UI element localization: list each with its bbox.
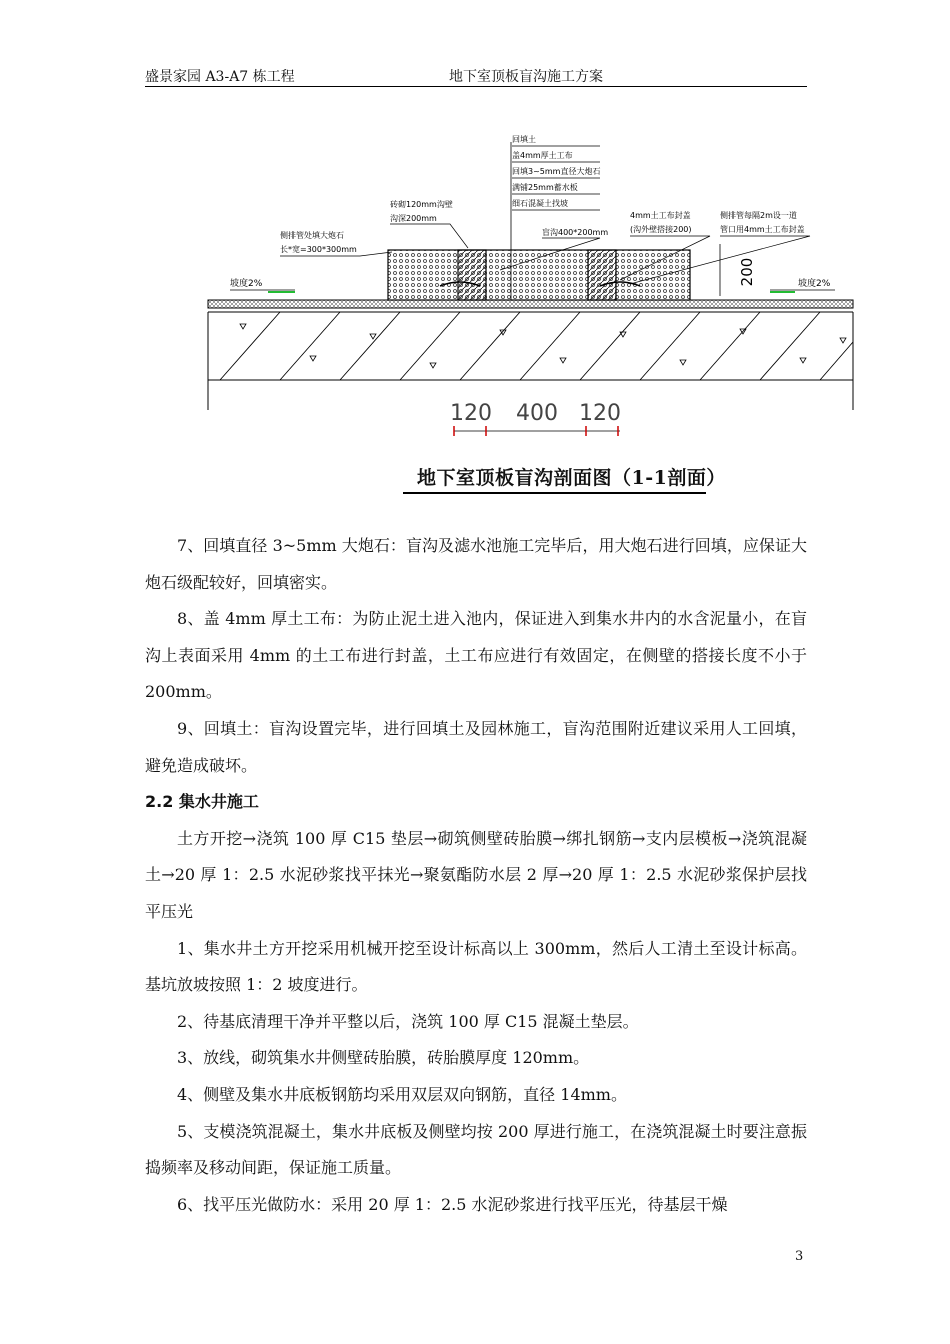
label-geo-overlap: (沟外壁搭接200) [630, 225, 692, 234]
drawing-svg [200, 120, 860, 505]
label-stone: 回填3~5mm直径大炮石 [512, 167, 601, 176]
document-body [145, 528, 807, 1223]
label-slope: 细石混凝土找坡 [512, 199, 568, 208]
label-backfill: 回填土 [512, 135, 536, 144]
label-side-pipe-fill: 侧排管处填大炮石 [280, 231, 344, 240]
section-heading: 2.2 集水井施工 [145, 792, 259, 812]
page-header [145, 66, 807, 87]
slope-right [770, 277, 835, 292]
slope-right-text: 坡度2% [798, 279, 831, 289]
label-brick-wall: 砖砌120mm沟壁 [390, 200, 453, 209]
slope-left-text: 坡度2% [230, 279, 263, 289]
step-4: 4、侧壁及集水井底板钢筋均采用双层双向钢筋，直径 14mm。 [177, 1084, 627, 1104]
step-2: 2、待基底清理干净并平整以后，浇筑 100 厚 C15 混凝土垫层。 [177, 1011, 639, 1031]
label-drain-board: 满铺25mm蓄水板 [512, 183, 578, 192]
dim-120-left: 120 [450, 401, 492, 426]
figure-caption: 地下室顶板盲沟剖面图（1-1剖面） [417, 467, 726, 489]
dim-400: 400 [516, 401, 558, 426]
process-flow: 土方开挖→浇筑 100 厚 C15 垫层→砌筑侧壁砖胎膜→绑扎钢筋→支内层模板→浇筑混凝土→20 厚 1：2.5 水泥砂浆找平抹光→聚氨酯防水层 2 厚→20 厚 1：2.5 水泥砂浆保护层找平压光 [145, 828, 807, 921]
step-5: 5、支模浇筑混凝土，集水井底板及侧壁均按 200 厚进行施工，在浇筑混凝土时要注意振捣频率及移动间距，保证施工质量。 [145, 1121, 807, 1178]
paragraph-9: 9、回填土：盲沟设置完毕，进行回填土及园林施工，盲沟范围附近建议采用人工回填，避免造成破坏。 [145, 718, 807, 775]
paragraph-7: 7、回填直径 3~5mm 大炮石：盲沟及滤水池施工完毕后，用大炮石进行回填，应保证大炮石级配较好，回填密实。 [145, 536, 807, 592]
width-dimensions [450, 401, 621, 436]
step-3: 3、放线，砌筑集水井侧壁砖胎膜，砖胎膜厚度 120mm。 [177, 1048, 590, 1068]
section-drawing [200, 120, 860, 505]
header-title: 地下室顶板盲沟施工方案 [449, 69, 603, 85]
height-dim-text: 200 [738, 257, 756, 287]
paragraph-8: 8、盖 4mm 厚土工布：为防止泥土进入池内，保证进入到集水井内的水含泥量小，在盲沟上表面采用 4mm 的土工布进行封盖，土工布应进行有效固定，在侧壁的搭接长度不小于 200mm。 [145, 609, 807, 702]
label-cover: 盖4mm厚土工布 [512, 151, 573, 160]
concrete-slab [208, 300, 853, 410]
label-ditch-size: 盲沟400*200mm [542, 228, 609, 237]
label-pipe-mouth: 管口用4mm土工布封盖 [720, 225, 805, 234]
page-number: 3 [795, 1249, 804, 1264]
label-ditch-depth: 沟深200mm [390, 214, 437, 223]
label-pipe-every: 侧排管每隔2m设一道 [720, 211, 797, 220]
label-geo-seal: 4mm土工布封盖 [630, 211, 691, 220]
slope-left [230, 277, 295, 292]
caption-underline [403, 492, 706, 494]
step-1: 1、集水井土方开挖采用机械开挖至设计标高以上 300mm，然后人工清土至设计标高。基坑放坡按照 1：2 坡度进行。 [145, 938, 807, 995]
dim-120-right: 120 [579, 401, 621, 426]
label-side-pipe-size: 长*宽=300*300mm [280, 245, 357, 254]
header-project: 盛景家园 A3-A7 栋工程 [145, 69, 295, 85]
step-6: 6、找平压光做防水：采用 20 厚 1：2.5 水泥砂浆进行找平压光，待基层干燥 [177, 1194, 728, 1214]
